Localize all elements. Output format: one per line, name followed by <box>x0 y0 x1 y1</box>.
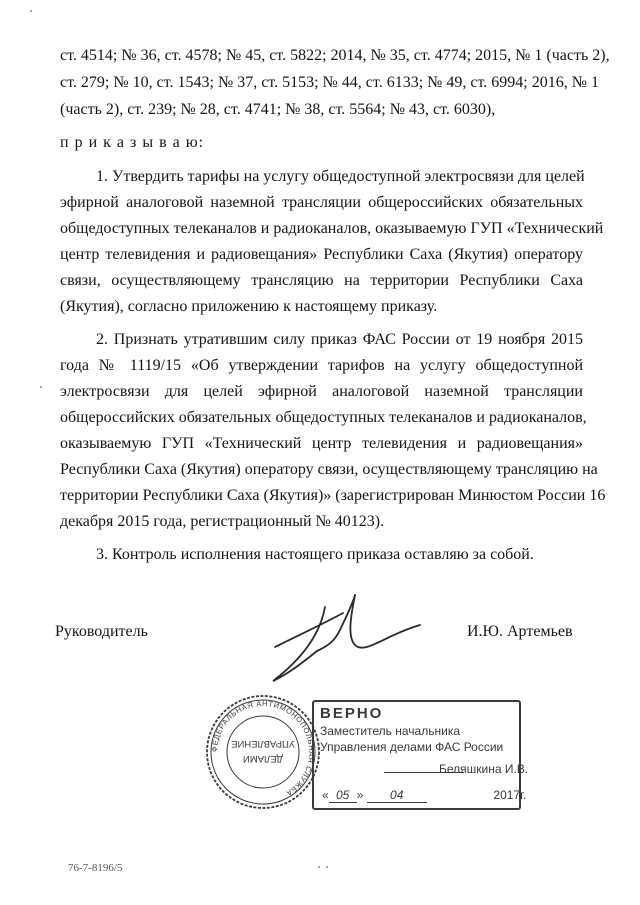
item1-line-4: центр телевидения и радиовещания» Республики Саха (Якутия) оператору <box>60 246 583 263</box>
item1-line-5: связи, осуществляющему трансляцию на территории Республики Саха <box>60 272 583 289</box>
svg-text:ДЕЛАМИ: ДЕЛАМИ <box>242 753 284 764</box>
round-seal-stamp <box>204 693 322 811</box>
stamp-date: « 05 » 04 2017г. <box>322 788 527 802</box>
svg-text:УПРАВЛЕНИЕ: УПРАВЛЕНИЕ <box>231 738 295 749</box>
item2-line-2: года № 1119/15 «Об утверждении тарифов на услугу общедоступной <box>60 357 583 374</box>
item2-line-3: электросвязи для целей эфирной аналоговой наземной трансляции <box>60 383 583 400</box>
scan-speck <box>40 386 42 388</box>
stamp-line-1: Заместитель начальника <box>320 724 461 738</box>
certification-stamp <box>312 700 529 810</box>
document-code: 76-7-8196/5 <box>68 862 123 874</box>
stamp-date-suffix: г. <box>520 788 527 802</box>
signer-position: Руководитель <box>55 623 148 640</box>
signer-name: И.Ю. Артемьев <box>467 623 573 640</box>
item1-line-1: 1. Утвердить тарифы на услугу общедоступной электросвязи для целей <box>96 168 585 185</box>
intro-line-1: ст. 4514; № 36, ст. 4578; № 45, ст. 5822; 2014, № 35, ст. 4774; 2015, № 1 (часть 2), <box>60 47 610 64</box>
item2-line-4: общероссийских обязательных общедоступных телеканалов и радиоканалов, <box>60 409 587 426</box>
scan-speck <box>318 866 320 868</box>
item3-line: 3. Контроль исполнения настоящего приказа оставляю за собой. <box>96 546 534 563</box>
stamp-date-month: 04 <box>367 788 427 803</box>
scan-speck <box>326 866 328 868</box>
scan-speck <box>30 10 32 12</box>
stamp-signer: Беляшкина И.В. <box>439 762 529 776</box>
item2-line-6: Республики Саха (Якутия) оператору связи, осуществляющему трансляцию на <box>60 461 598 478</box>
stamp-date-day: 05 <box>329 788 357 803</box>
stamp-title: ВЕРНО <box>320 705 384 722</box>
handwritten-signature <box>255 585 425 690</box>
intro-line-3: (часть 2), ст. 239; № 28, ст. 4741; № 38, ст. 5564; № 43, ст. 6030), <box>60 101 496 118</box>
stamp-line-2: Управления делами ФАС России <box>320 740 504 754</box>
item2-line-8: декабря 2015 года, регистрационный № 40123). <box>60 513 385 530</box>
stamp-date-year: 2017 <box>493 788 521 802</box>
item2-line-5: оказываемую ГУП «Технический центр телевидения и радиовещания» <box>60 435 583 452</box>
item1-line-6: (Якутия), согласно приложению к настоящему приказу. <box>60 298 438 315</box>
item2-line-1: 2. Признать утратившим силу приказ ФАС России от 19 ноября 2015 <box>96 331 583 348</box>
item1-line-3: общедоступных телеканалов и радиоканалов, оказываемую ГУП «Технический <box>60 220 604 237</box>
item2-line-7: территории Республики Саха (Якутия)» (зарегистрирован Минюстом России 16 <box>60 487 606 504</box>
intro-line-2: ст. 279; № 10, ст. 1543; № 37, ст. 5153; № 44, ст. 6133; № 49, ст. 6994; 2016, № 1 <box>60 74 600 91</box>
item1-line-2: эфирной аналоговой наземной трансляции общероссийских обязательных <box>60 194 583 211</box>
svg-text:ФЕДЕРАЛЬНАЯ АНТИМОНОПОЛЬНАЯ СЛ: ФЕДЕРАЛЬНАЯ АНТИМОНОПОЛЬНАЯ СЛУЖБА <box>209 698 317 799</box>
order-word: п р и к а з ы в а ю: <box>60 134 205 151</box>
